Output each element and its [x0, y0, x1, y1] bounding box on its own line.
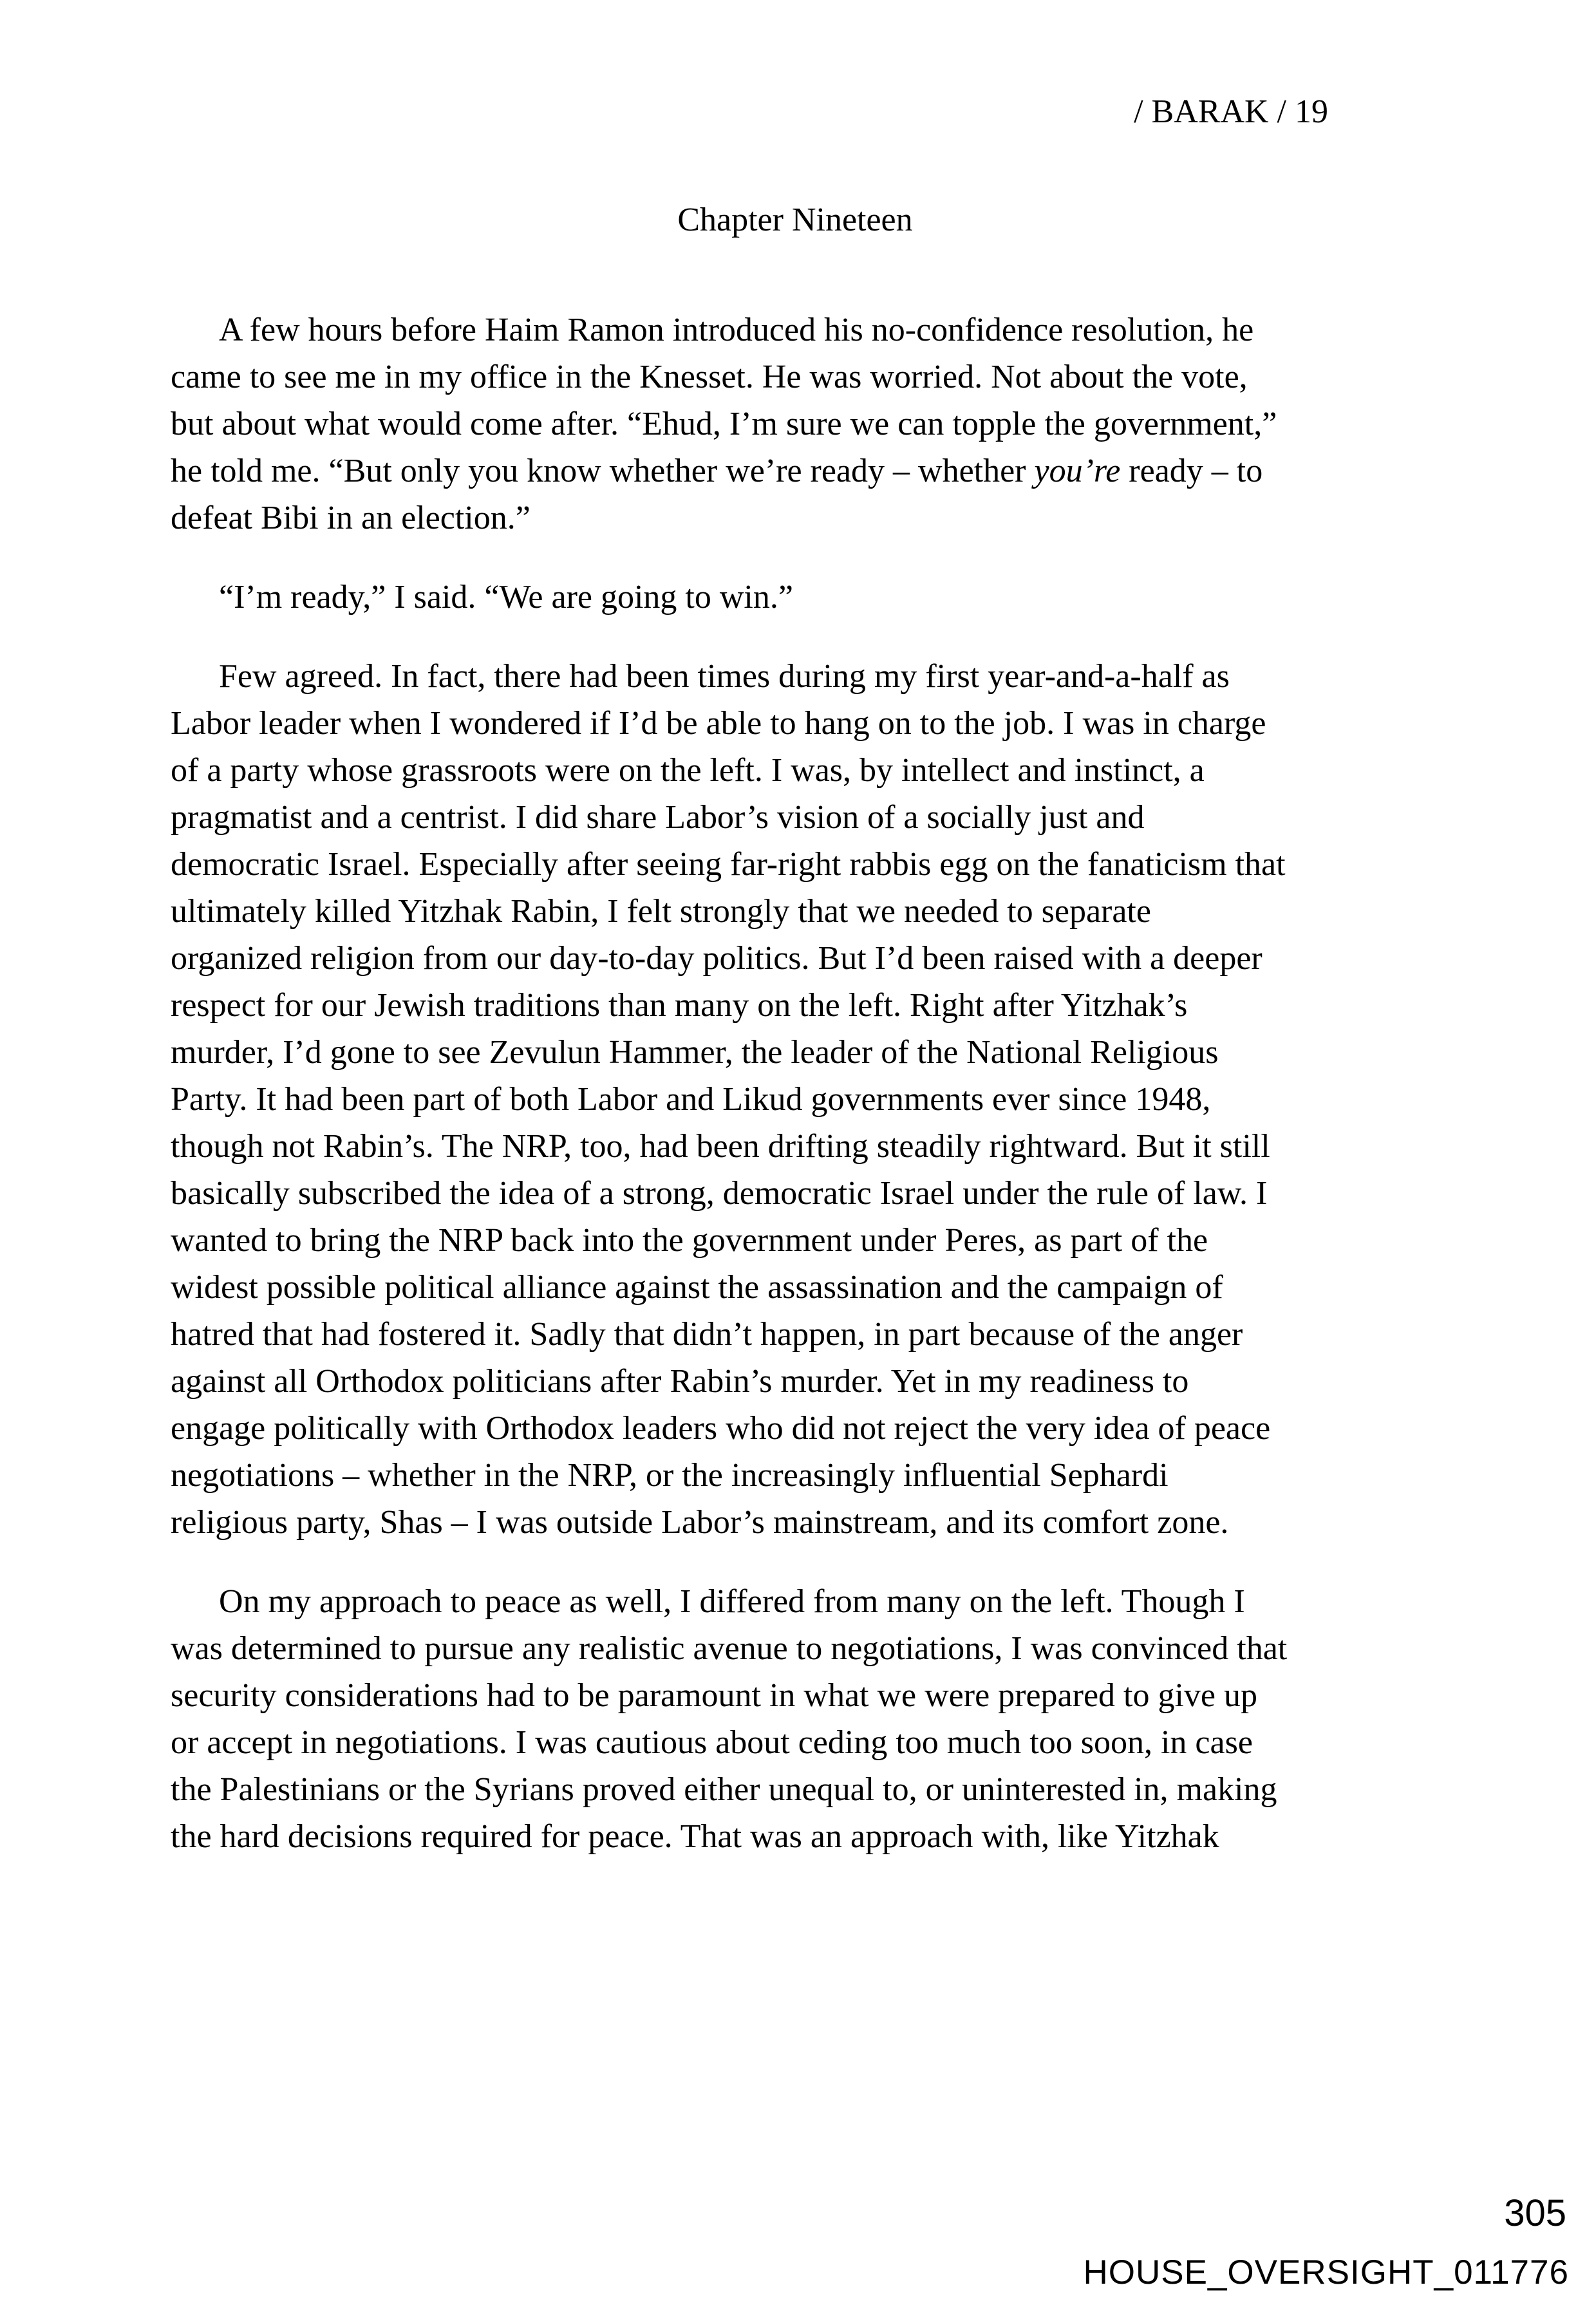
text-line: negotiations – whether in the NRP, or the increasingly influential Sephardi — [171, 1457, 1169, 1494]
text-line: A few hours before Haim Ramon introduced his no-confidence resolution, he — [219, 312, 1254, 348]
text-line: Few agreed. In fact, there had been times during my first year-and-a-half as — [219, 658, 1230, 695]
text-line: though not Rabin’s. The NRP, too, had been drifting steadily rightward. But it still — [171, 1128, 1270, 1165]
text-line: he told me. “But only you know whether we’re ready – whether you’re ready – to — [171, 453, 1263, 489]
text-line: the hard decisions required for peace. That was an approach with, like Yitzhak — [171, 1818, 1219, 1855]
text-line: religious party, Shas – I was outside Labor’s mainstream, and its comfort zone. — [171, 1504, 1229, 1541]
text-line: against all Orthodox politicians after Rabin’s murder. Yet in my readiness to — [171, 1363, 1189, 1400]
text-line: was determined to pursue any realistic avenue to negotiations, I was convinced that — [171, 1630, 1288, 1667]
text-line: defeat Bibi in an election.” — [171, 500, 530, 536]
text-line: “I’m ready,” I said. “We are going to win.” — [219, 579, 793, 616]
text-line: of a party whose grassroots were on the left. I was, by intellect and instinct, a — [171, 752, 1205, 789]
text-line: ultimately killed Yitzhak Rabin, I felt strongly that we needed to separate — [171, 893, 1151, 930]
text-line: widest possible political alliance against the assassination and the campaign of — [171, 1269, 1223, 1306]
paragraph — [171, 306, 1420, 541]
text-line: organized religion from our day-to-day politics. But I’d been raised with a deeper — [171, 940, 1263, 977]
text-line: murder, I’d gone to see Zevulun Hammer, the leader of the National Religious — [171, 1034, 1219, 1071]
paragraph — [171, 653, 1420, 1546]
body-text — [171, 306, 1420, 1860]
text-line: came to see me in my office in the Knesset. He was worried. Not about the vote, — [171, 359, 1248, 395]
running-header: / BARAK / 19 — [1134, 93, 1328, 130]
paragraph — [171, 574, 1420, 621]
text-line: wanted to bring the NRP back into the government under Peres, as part of the — [171, 1222, 1208, 1259]
page-number: 305 — [1504, 2192, 1566, 2234]
paragraph — [171, 1578, 1420, 1860]
text-line: Party. It had been part of both Labor and Likud governments ever since 1948, — [171, 1081, 1211, 1118]
text-line: respect for our Jewish traditions than many on the left. Right after Yitzhak’s — [171, 987, 1188, 1024]
text-line: democratic Israel. Especially after seeing far-right rabbis egg on the fanaticism that — [171, 846, 1286, 883]
text-line: basically subscribed the idea of a strong, democratic Israel under the rule of law. I — [171, 1175, 1268, 1212]
text-line: On my approach to peace as well, I differed from many on the left. Though I — [219, 1583, 1245, 1620]
chapter-title: Chapter Nineteen — [677, 202, 913, 238]
text-line: but about what would come after. “Ehud, I’m sure we can topple the government,” — [171, 406, 1277, 442]
text-line: or accept in negotiations. I was cautious about ceding too much too soon, in case — [171, 1724, 1253, 1761]
bates-stamp: HOUSE_OVERSIGHT_011776 — [1083, 2253, 1569, 2291]
text-line: Labor leader when I wondered if I’d be able to hang on to the job. I was in charge — [171, 705, 1266, 742]
text-line: the Palestinians or the Syrians proved either unequal to, or uninterested in, making — [171, 1771, 1277, 1808]
text-line: hatred that had fostered it. Sadly that didn’t happen, in part because of the anger — [171, 1316, 1243, 1353]
text-line: pragmatist and a centrist. I did share Labor’s vision of a socially just and — [171, 799, 1145, 836]
text-line: security considerations had to be paramount in what we were prepared to give up — [171, 1677, 1257, 1714]
text-line: engage politically with Orthodox leaders who did not reject the very idea of peace — [171, 1410, 1271, 1447]
